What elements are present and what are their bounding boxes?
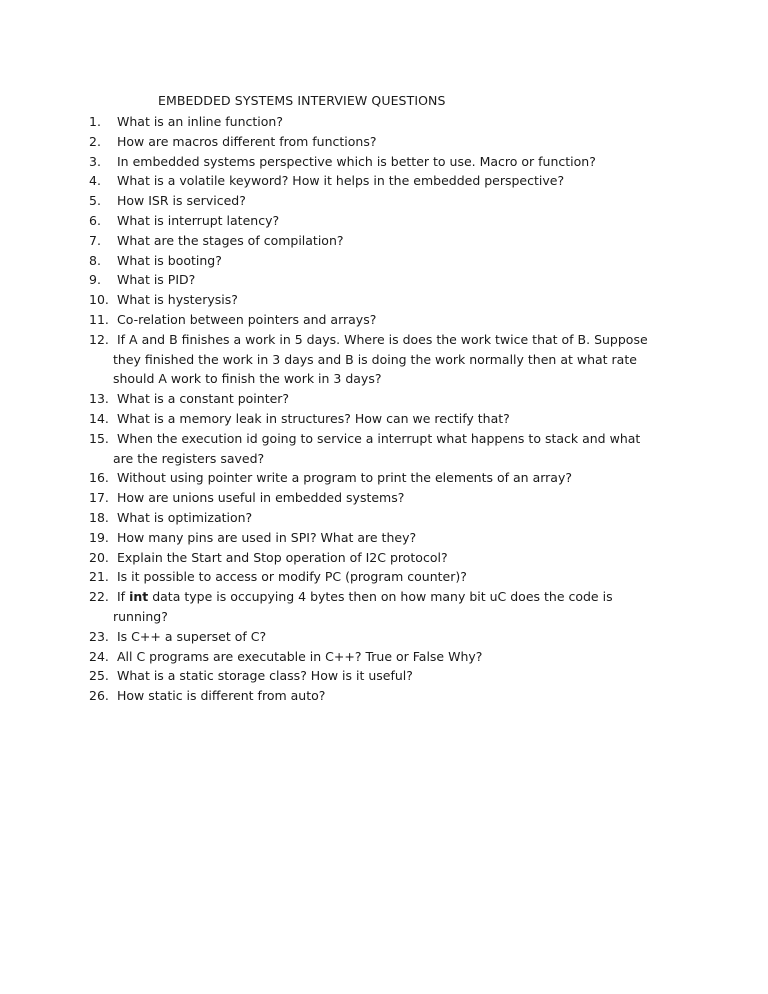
question-text-line: What is PID?	[117, 272, 196, 288]
list-item	[89, 468, 669, 488]
question-text-line: All C programs are executable in C++? True or False Why?	[117, 648, 483, 664]
list-item	[89, 152, 669, 172]
list-item-text	[117, 508, 669, 528]
question-text-line: What is a static storage class? How is it useful?	[117, 668, 413, 684]
list-item	[89, 290, 669, 310]
list-item-text	[117, 251, 669, 271]
list-item-text	[117, 686, 669, 706]
question-text-line: running?	[113, 608, 168, 624]
list-item-number: 10.	[89, 292, 109, 308]
question-text-pre: If	[117, 589, 130, 605]
list-item-number: 6.	[89, 212, 101, 228]
list-item-number: 3.	[89, 153, 101, 169]
list-item-number: 24.	[89, 648, 109, 664]
list-item	[89, 231, 669, 251]
list-item	[89, 389, 669, 409]
question-text-line: How are unions useful in embedded systems?	[117, 490, 405, 506]
question-text-line: What are the stages of compilation?	[117, 232, 344, 248]
list-item	[89, 567, 669, 587]
list-item-number: 4.	[89, 173, 101, 189]
question-text-line: When the execution id going to service a interrupt what happens to stack and what	[117, 430, 641, 446]
list-item-text	[117, 409, 669, 429]
question-text-line: What is hysterysis?	[117, 292, 238, 308]
question-text-line: What is interrupt latency?	[117, 212, 280, 228]
list-item-number: 20.	[89, 549, 109, 565]
list-item	[89, 310, 669, 330]
list-item	[89, 211, 669, 231]
list-item	[89, 508, 669, 528]
question-text-line: Co-relation between pointers and arrays?	[117, 311, 377, 327]
question-text-line: Is C++ a superset of C?	[117, 628, 267, 644]
list-item-text	[113, 587, 669, 627]
question-text-line: How are macros different from functions?	[117, 133, 377, 149]
list-item-text	[117, 211, 669, 231]
list-item-text	[117, 310, 669, 330]
list-item-text	[117, 270, 669, 290]
question-text-line	[117, 587, 669, 607]
list-item-text	[117, 528, 669, 548]
question-text-line: How many pins are used in SPI? What are they?	[117, 529, 417, 545]
list-item-number: 15.	[89, 430, 109, 446]
list-item	[89, 191, 669, 211]
question-text-line: should A work to finish the work in 3 days?	[113, 371, 382, 387]
list-item-text	[117, 290, 669, 310]
list-item-number: 21.	[89, 569, 109, 585]
question-text-line: In embedded systems perspective which is better to use. Macro or function?	[117, 153, 596, 169]
question-text-line: Explain the Start and Stop operation of I2C protocol?	[117, 549, 448, 565]
list-item	[89, 627, 669, 647]
list-item-number: 22.	[89, 589, 109, 605]
keyword-int: int	[129, 589, 149, 605]
question-text-line: What is booting?	[117, 252, 222, 268]
list-item-text	[117, 171, 669, 191]
question-text-line: What is an inline function?	[117, 114, 283, 129]
list-item-number: 12.	[89, 331, 109, 347]
list-item	[89, 429, 669, 469]
list-item-text	[117, 389, 669, 409]
list-item-number: 25.	[89, 668, 109, 684]
list-item-text	[113, 330, 669, 389]
list-item-number: 8.	[89, 252, 101, 268]
list-item-number: 9.	[89, 272, 101, 288]
question-text-line: Is it possible to access or modify PC (program counter)?	[117, 569, 467, 585]
question-text-line: they finished the work in 3 days and B is doing the work normally then at what rate	[113, 351, 637, 367]
list-item	[89, 548, 669, 568]
list-item	[89, 666, 669, 686]
list-item-text	[117, 567, 669, 587]
list-item	[89, 488, 669, 508]
list-item	[89, 270, 669, 290]
question-text-line: What is a memory leak in structures? How can we rectify that?	[117, 410, 510, 426]
list-item-text	[117, 488, 669, 508]
list-item-text	[117, 548, 669, 568]
list-item-number: 26.	[89, 688, 109, 704]
list-item-text	[117, 152, 669, 172]
list-item	[89, 647, 669, 667]
list-item	[89, 132, 669, 152]
list-item-number: 1.	[89, 114, 101, 129]
question-text-line: Without using pointer write a program to print the elements of an array?	[117, 470, 572, 486]
list-item	[89, 587, 669, 627]
list-item	[89, 330, 669, 389]
list-item	[89, 251, 669, 271]
question-text-post: data type is occupying 4 bytes then on how many bit uC does the code is	[148, 589, 613, 605]
list-item-number: 23.	[89, 628, 109, 644]
list-item-text	[117, 468, 669, 488]
list-item-number: 18.	[89, 509, 109, 525]
list-item-text	[117, 627, 669, 647]
question-list	[89, 112, 669, 706]
list-item	[89, 409, 669, 429]
list-item-number: 13.	[89, 391, 109, 407]
list-item-text	[117, 666, 669, 686]
question-text-line: What is a volatile keyword? How it helps in the embedded perspective?	[117, 173, 565, 189]
list-item-text	[117, 191, 669, 211]
list-item-text	[117, 231, 669, 251]
list-item-number: 14.	[89, 410, 109, 426]
list-item-number: 16.	[89, 470, 109, 486]
question-text-line: If A and B finishes a work in 5 days. Where is does the work twice that of B. Suppose	[117, 331, 648, 347]
question-text-line: How ISR is serviced?	[117, 193, 246, 209]
list-item-text	[113, 429, 669, 469]
page-title: EMBEDDED SYSTEMS INTERVIEW QUESTIONS	[158, 93, 446, 108]
question-text-line: are the registers saved?	[113, 450, 265, 466]
list-item	[89, 171, 669, 191]
list-item	[89, 528, 669, 548]
list-item-number: 7.	[89, 232, 101, 248]
list-item	[89, 686, 669, 706]
list-item	[89, 112, 669, 132]
list-item-text	[117, 132, 669, 152]
question-text-line: How static is different from auto?	[117, 688, 326, 704]
question-text-line: What is a constant pointer?	[117, 391, 290, 407]
list-item-number: 17.	[89, 490, 109, 506]
list-item-text	[117, 647, 669, 667]
list-item-number: 2.	[89, 133, 101, 149]
list-item-number: 19.	[89, 529, 109, 545]
list-item-number: 11.	[89, 311, 109, 327]
list-item-number: 5.	[89, 193, 101, 209]
question-text-line: What is optimization?	[117, 509, 253, 525]
list-item-text	[117, 112, 669, 132]
